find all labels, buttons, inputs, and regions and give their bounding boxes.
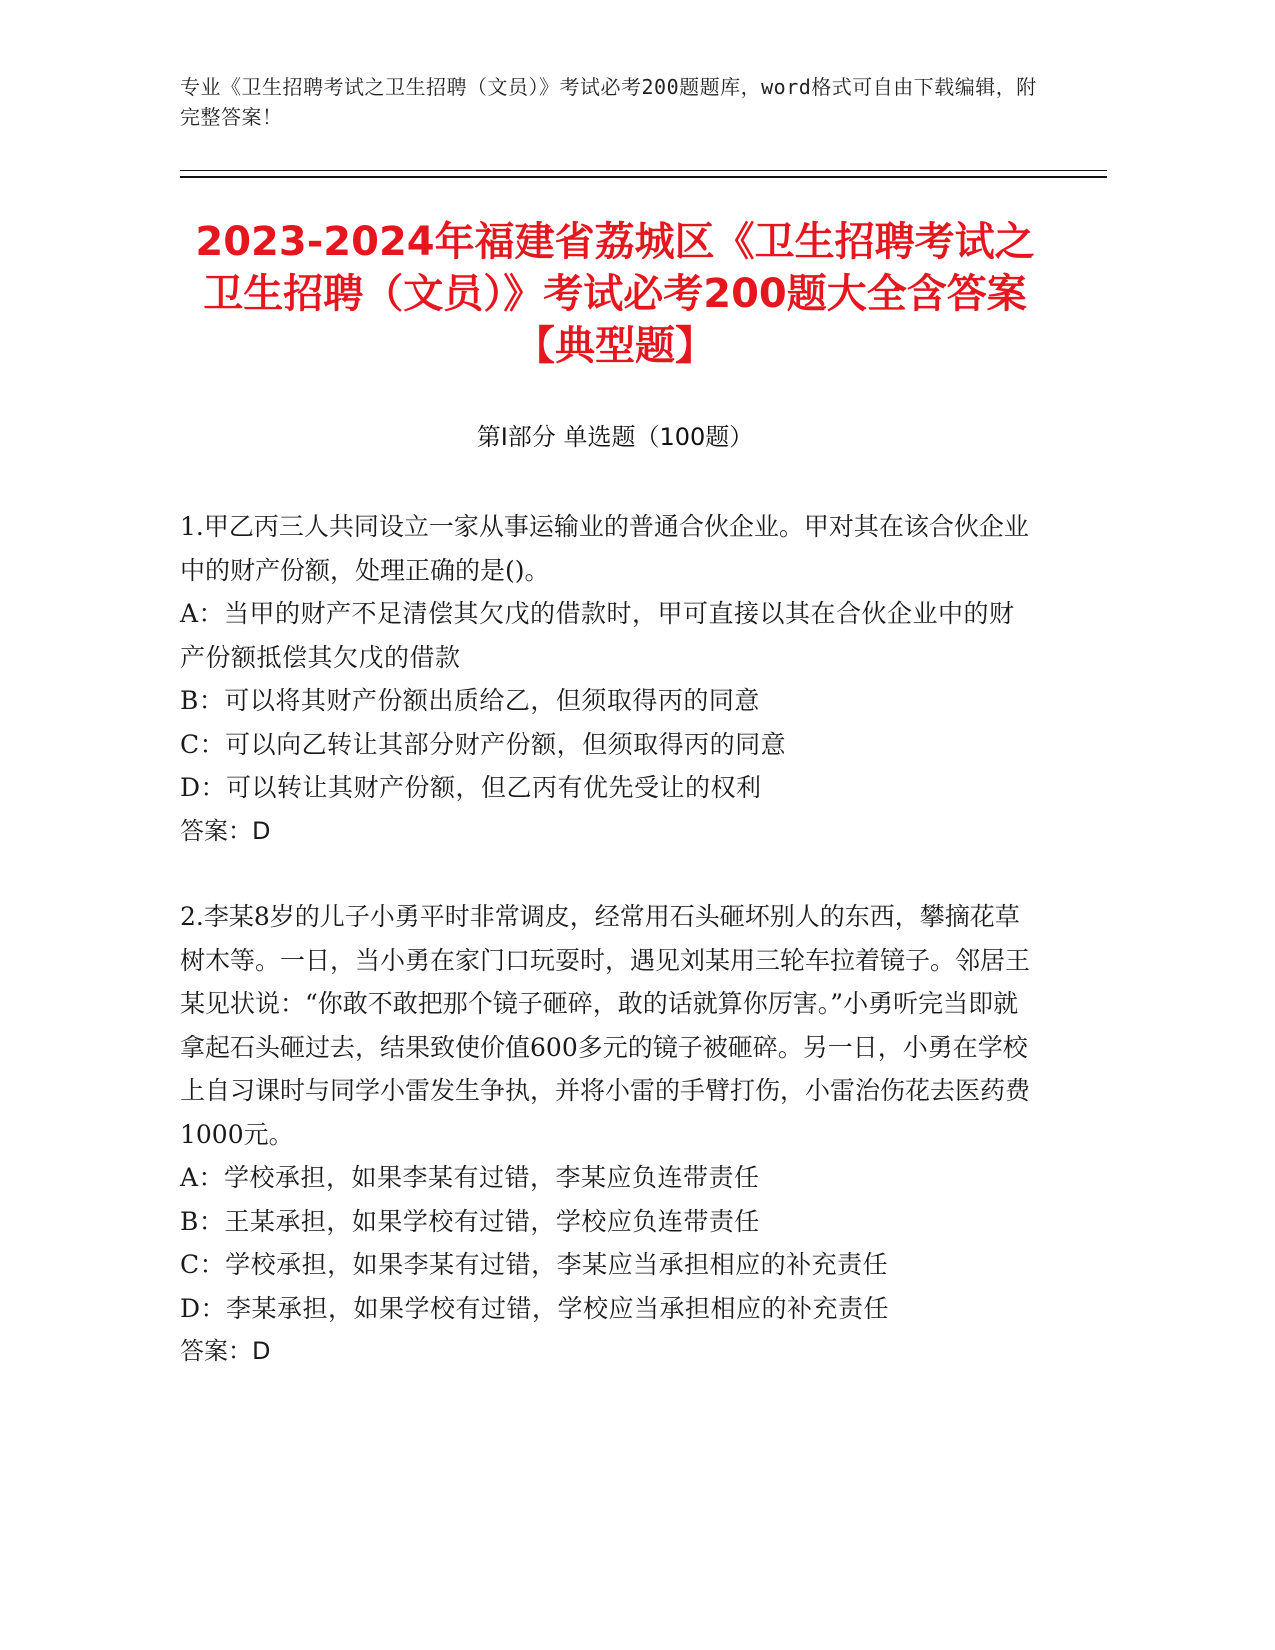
header-note: 专业《卫生招聘考试之卫生招聘（文员）》考试必考200题题库，word格式可自由下载编辑，附完整答案！ (180, 75, 1037, 129)
option-b: B：王某承担，如果学校有过错，学校应负连带责任 (180, 1206, 760, 1236)
question-stem: 2.李某8岁的儿子小勇平时非常调皮，经常用石头砸坏别人的东西，攀摘花草树木等。一日，当小勇在家门口玩耍时，遇见刘某用三轮车拉着镜子。邻居王某见状说：“你敢不敢把那个镜子砸碎，敢的话就算你厉害。”小勇听完当即就拿起石头砸过去，结果致使价值600多元的镜子被砸碎。另一日，小勇在学校上自习课时与同学小雷发生争执，并将小雷的手臂打伤，小雷治伤花去医药费1000元。 (180, 902, 1031, 1149)
header-divider-thick (180, 176, 1107, 178)
option-b: B：可以将其财产份额出质给乙，但须取得丙的同意 (180, 686, 760, 715)
option-a: A：当甲的财产不足清偿其欠戊的借款时，甲可直接以其在合伙企业中的财产份额抵偿其欠戊的借款 (180, 599, 1015, 672)
document-title: 2023-2024年福建省荔城区《卫生招聘考试之卫生招聘（文员）》考试必考200题大全含答案【典型题】 (195, 219, 1035, 369)
option-c: C：学校承担，如果李某有过错，李某应当承担相应的补充责任 (180, 1250, 889, 1279)
question-2 (180, 895, 1040, 1374)
answer-line: 答案：D (180, 816, 271, 845)
option-c: C：可以向乙转让其部分财产份额，但须取得丙的同意 (180, 729, 787, 759)
option-d: D：可以转让其财产份额，但乙丙有优先受让的权利 (180, 773, 762, 802)
question-1 (180, 505, 1040, 853)
section-title: 第I部分 单选题（100题） (476, 423, 754, 451)
answer-line: 答案：D (180, 1337, 271, 1365)
option-a: A：学校承担，如果李某有过错，李某应负连带责任 (180, 1163, 760, 1192)
header-divider-thin (180, 170, 1107, 171)
question-stem: 1.甲乙丙三人共同设立一家从事运输业的普通合伙企业。甲对其在该合伙企业中的财产份额，处理正确的是()。 (180, 512, 1029, 585)
option-d: D：李某承担，如果学校有过错，学校应当承担相应的补充责任 (180, 1293, 890, 1323)
